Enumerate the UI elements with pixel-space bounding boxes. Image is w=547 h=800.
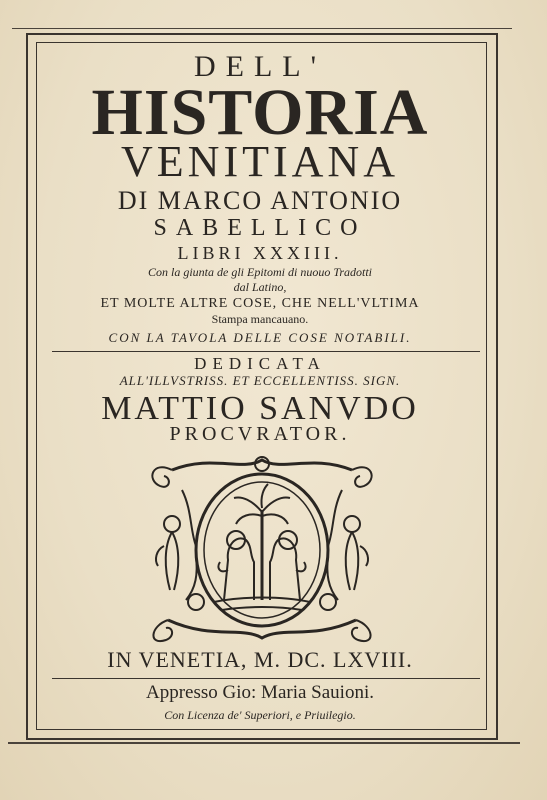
printers-device-icon (142, 450, 382, 646)
printer-line: Appresso Gio: Maria Sauioni. (146, 682, 374, 703)
title-line-venitiana: VENITIANA (121, 137, 399, 186)
previous-edition-line: Stampa mancauano. (211, 312, 309, 326)
index-line: CON LA TAVOLA DELLE COSE NOTABILI. (108, 330, 412, 345)
author-line-1: DI MARCO ANTONIO (117, 186, 403, 215)
top-rule (12, 28, 512, 29)
license-line: Con Licenza de' Superiori, e Priuilegio. (164, 708, 356, 722)
translation-line: dal Latino, (233, 280, 287, 294)
additions-caps-line: ET MOLTE ALTRE COSE, CHE NELL'VLTIMA (100, 296, 420, 311)
divider-rule-lower (52, 678, 480, 679)
dedication-heading: DEDICATA (194, 354, 326, 373)
title-line-dell: DELL' (193, 50, 327, 83)
divider-rule-upper (52, 351, 480, 352)
bottom-rule (8, 742, 520, 744)
author-line-2: SABELLICO (153, 215, 367, 241)
volume-count-line: LIBRI XXXIII. (177, 243, 343, 263)
imprint-place-date: IN VENETIA, M. DC. LXVIII. (107, 647, 413, 672)
addition-line: Con la giunta de gli Epitomi di nuouo Tradotti (147, 265, 372, 279)
dedicatee-title: PROCVRATOR. (169, 423, 351, 445)
dedication-honorific: ALL'ILLVSTRISS. ET ECCELLENTISS. SIGN. (119, 373, 401, 388)
title-line-historia: HISTORIA (91, 76, 429, 149)
dedicatee-name: MATTIO SANVDO (101, 390, 419, 427)
